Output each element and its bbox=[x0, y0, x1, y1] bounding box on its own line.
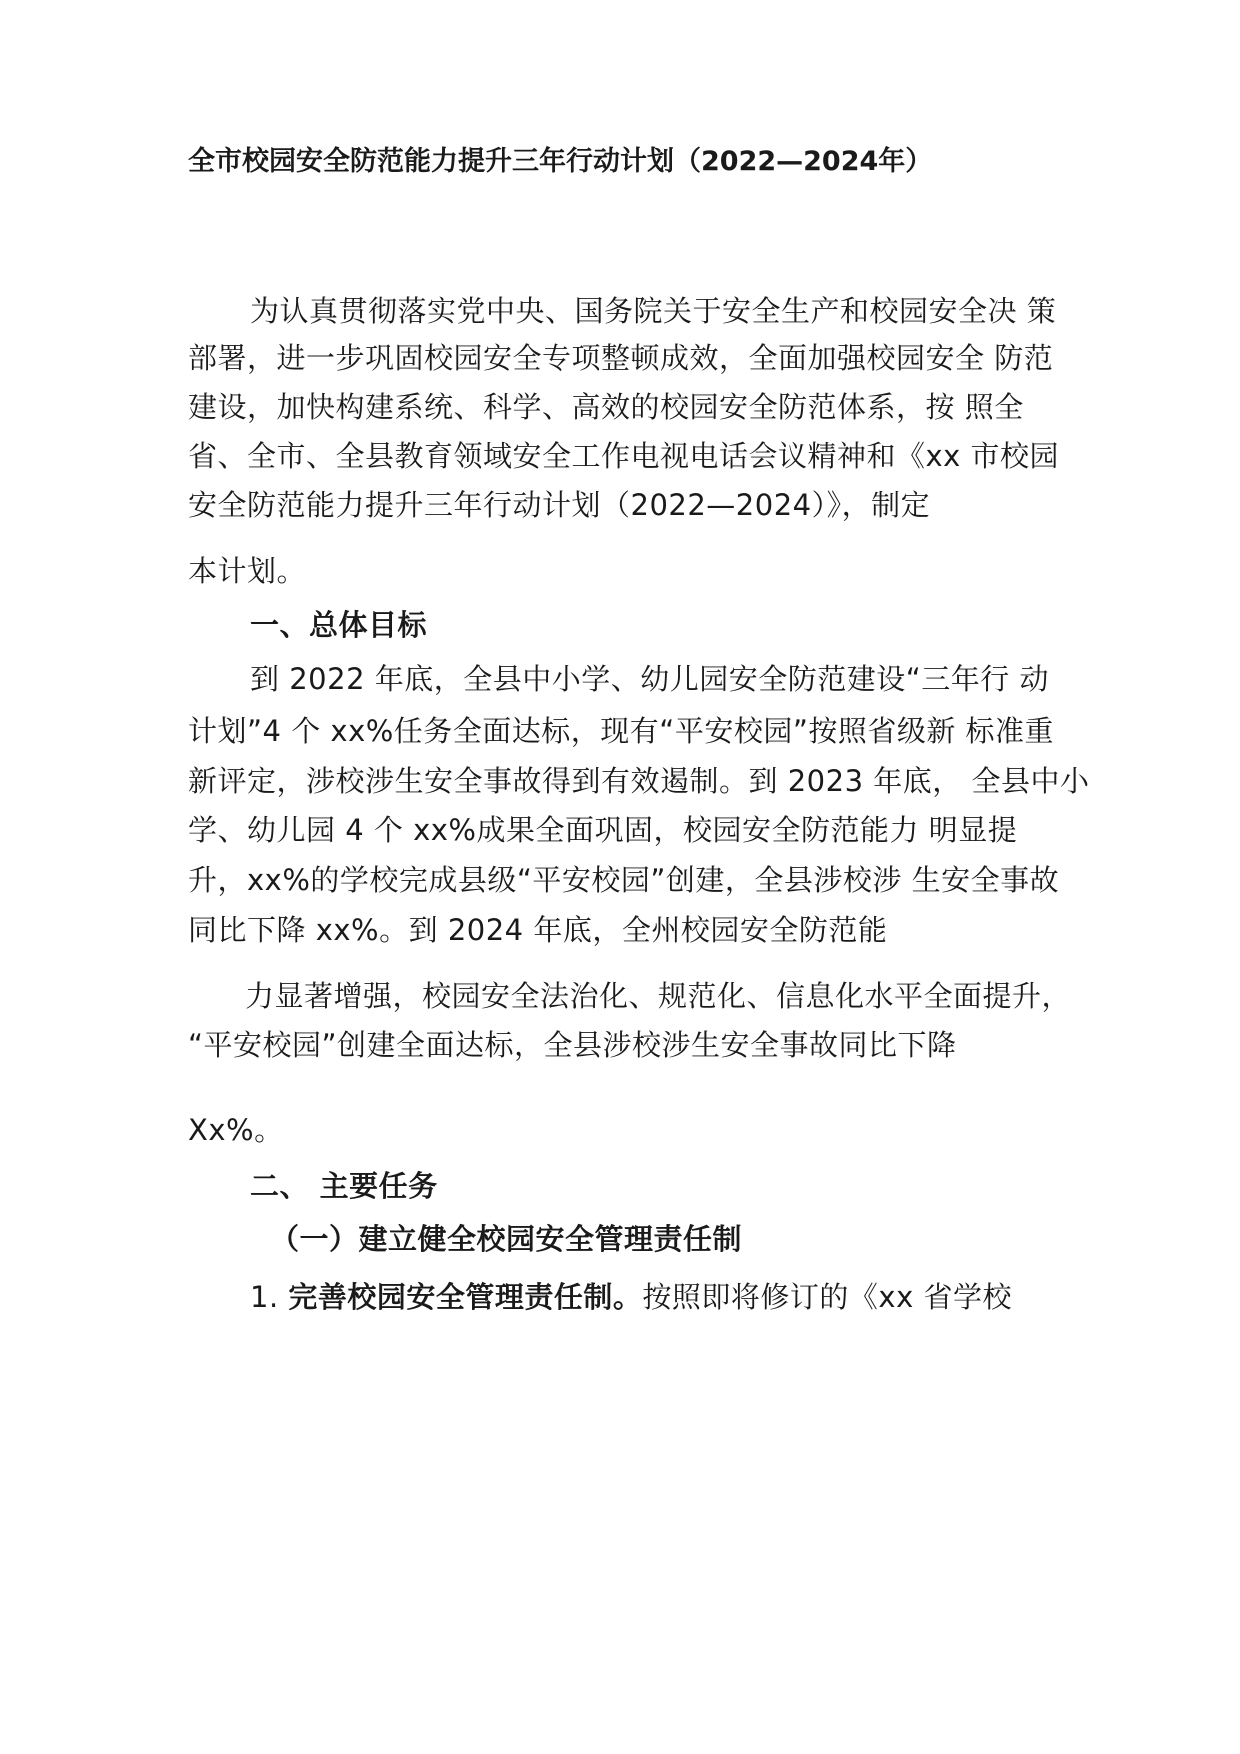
task-item-1 bbox=[250, 1277, 1012, 1317]
section-2-heading: 二、 主要任务 bbox=[250, 1169, 438, 1203]
task-item-1-number: 1. bbox=[250, 1280, 279, 1314]
intro-line-3: 建设，加快构建系统、科学、高效的校园安全防范体系，按 照全 bbox=[188, 390, 1024, 424]
section-1-line-2: 计划”4 个 xx%任务全面达标，现有“平安校园”按照省级新 标准重 bbox=[188, 714, 1055, 748]
section-1-line-9: Xx%。 bbox=[188, 1113, 284, 1147]
task-item-1-bold-text: 完善校园安全管理责任制。 bbox=[288, 1280, 643, 1314]
section-1-heading: 一、总体目标 bbox=[250, 608, 428, 642]
section-1-line-1: 到 2022 年底，全县中小学、幼儿园安全防范建设“三年行 动 bbox=[250, 662, 1049, 696]
section-2-subheading: （一）建立健全校园安全管理责任制 bbox=[270, 1222, 743, 1256]
section-1-line-4: 学、幼儿园 4 个 xx%成果全面巩固，校园安全防范能力 明显提 bbox=[188, 813, 1018, 847]
section-1-line-6: 同比下降 xx%。到 2024 年底，全州校园安全防范能 bbox=[188, 913, 888, 947]
task-item-1-text: 按照即将修订的《xx 省学校 bbox=[642, 1280, 1012, 1314]
section-1-line-3: 新评定，涉校涉生安全事故得到有效遏制。到 2023 年底， 全县中小 bbox=[188, 764, 1090, 798]
intro-line-1: 为认真贯彻落实党中央、国务院关于安全生产和校园安全决 策 bbox=[250, 294, 1057, 328]
intro-line-2: 部署，进一步巩固校园安全专项整顿成效，全面加强校园安全 防范 bbox=[188, 341, 1054, 375]
document-title: 全市校园安全防范能力提升三年行动计划（2022—2024年） bbox=[188, 146, 933, 177]
intro-line-5: 安全防范能力提升三年行动计划（2022—2024）》，制定 bbox=[188, 488, 931, 522]
intro-line-6: 本计划。 bbox=[188, 554, 307, 588]
section-1-line-5: 升，xx%的学校完成县级“平安校园”创建，全县涉校涉 生安全事故 bbox=[188, 863, 1060, 897]
section-1-line-7: 力显著增强，校园安全法治化、规范化、信息化水平全面提升， bbox=[245, 979, 1072, 1013]
intro-line-4: 省、全市、全县教育领域安全工作电视电话会议精神和《xx 市校园 bbox=[188, 439, 1060, 473]
section-1-line-8: “平安校园”创建全面达标，全县涉校涉生安全事故同比下降 bbox=[188, 1028, 957, 1062]
